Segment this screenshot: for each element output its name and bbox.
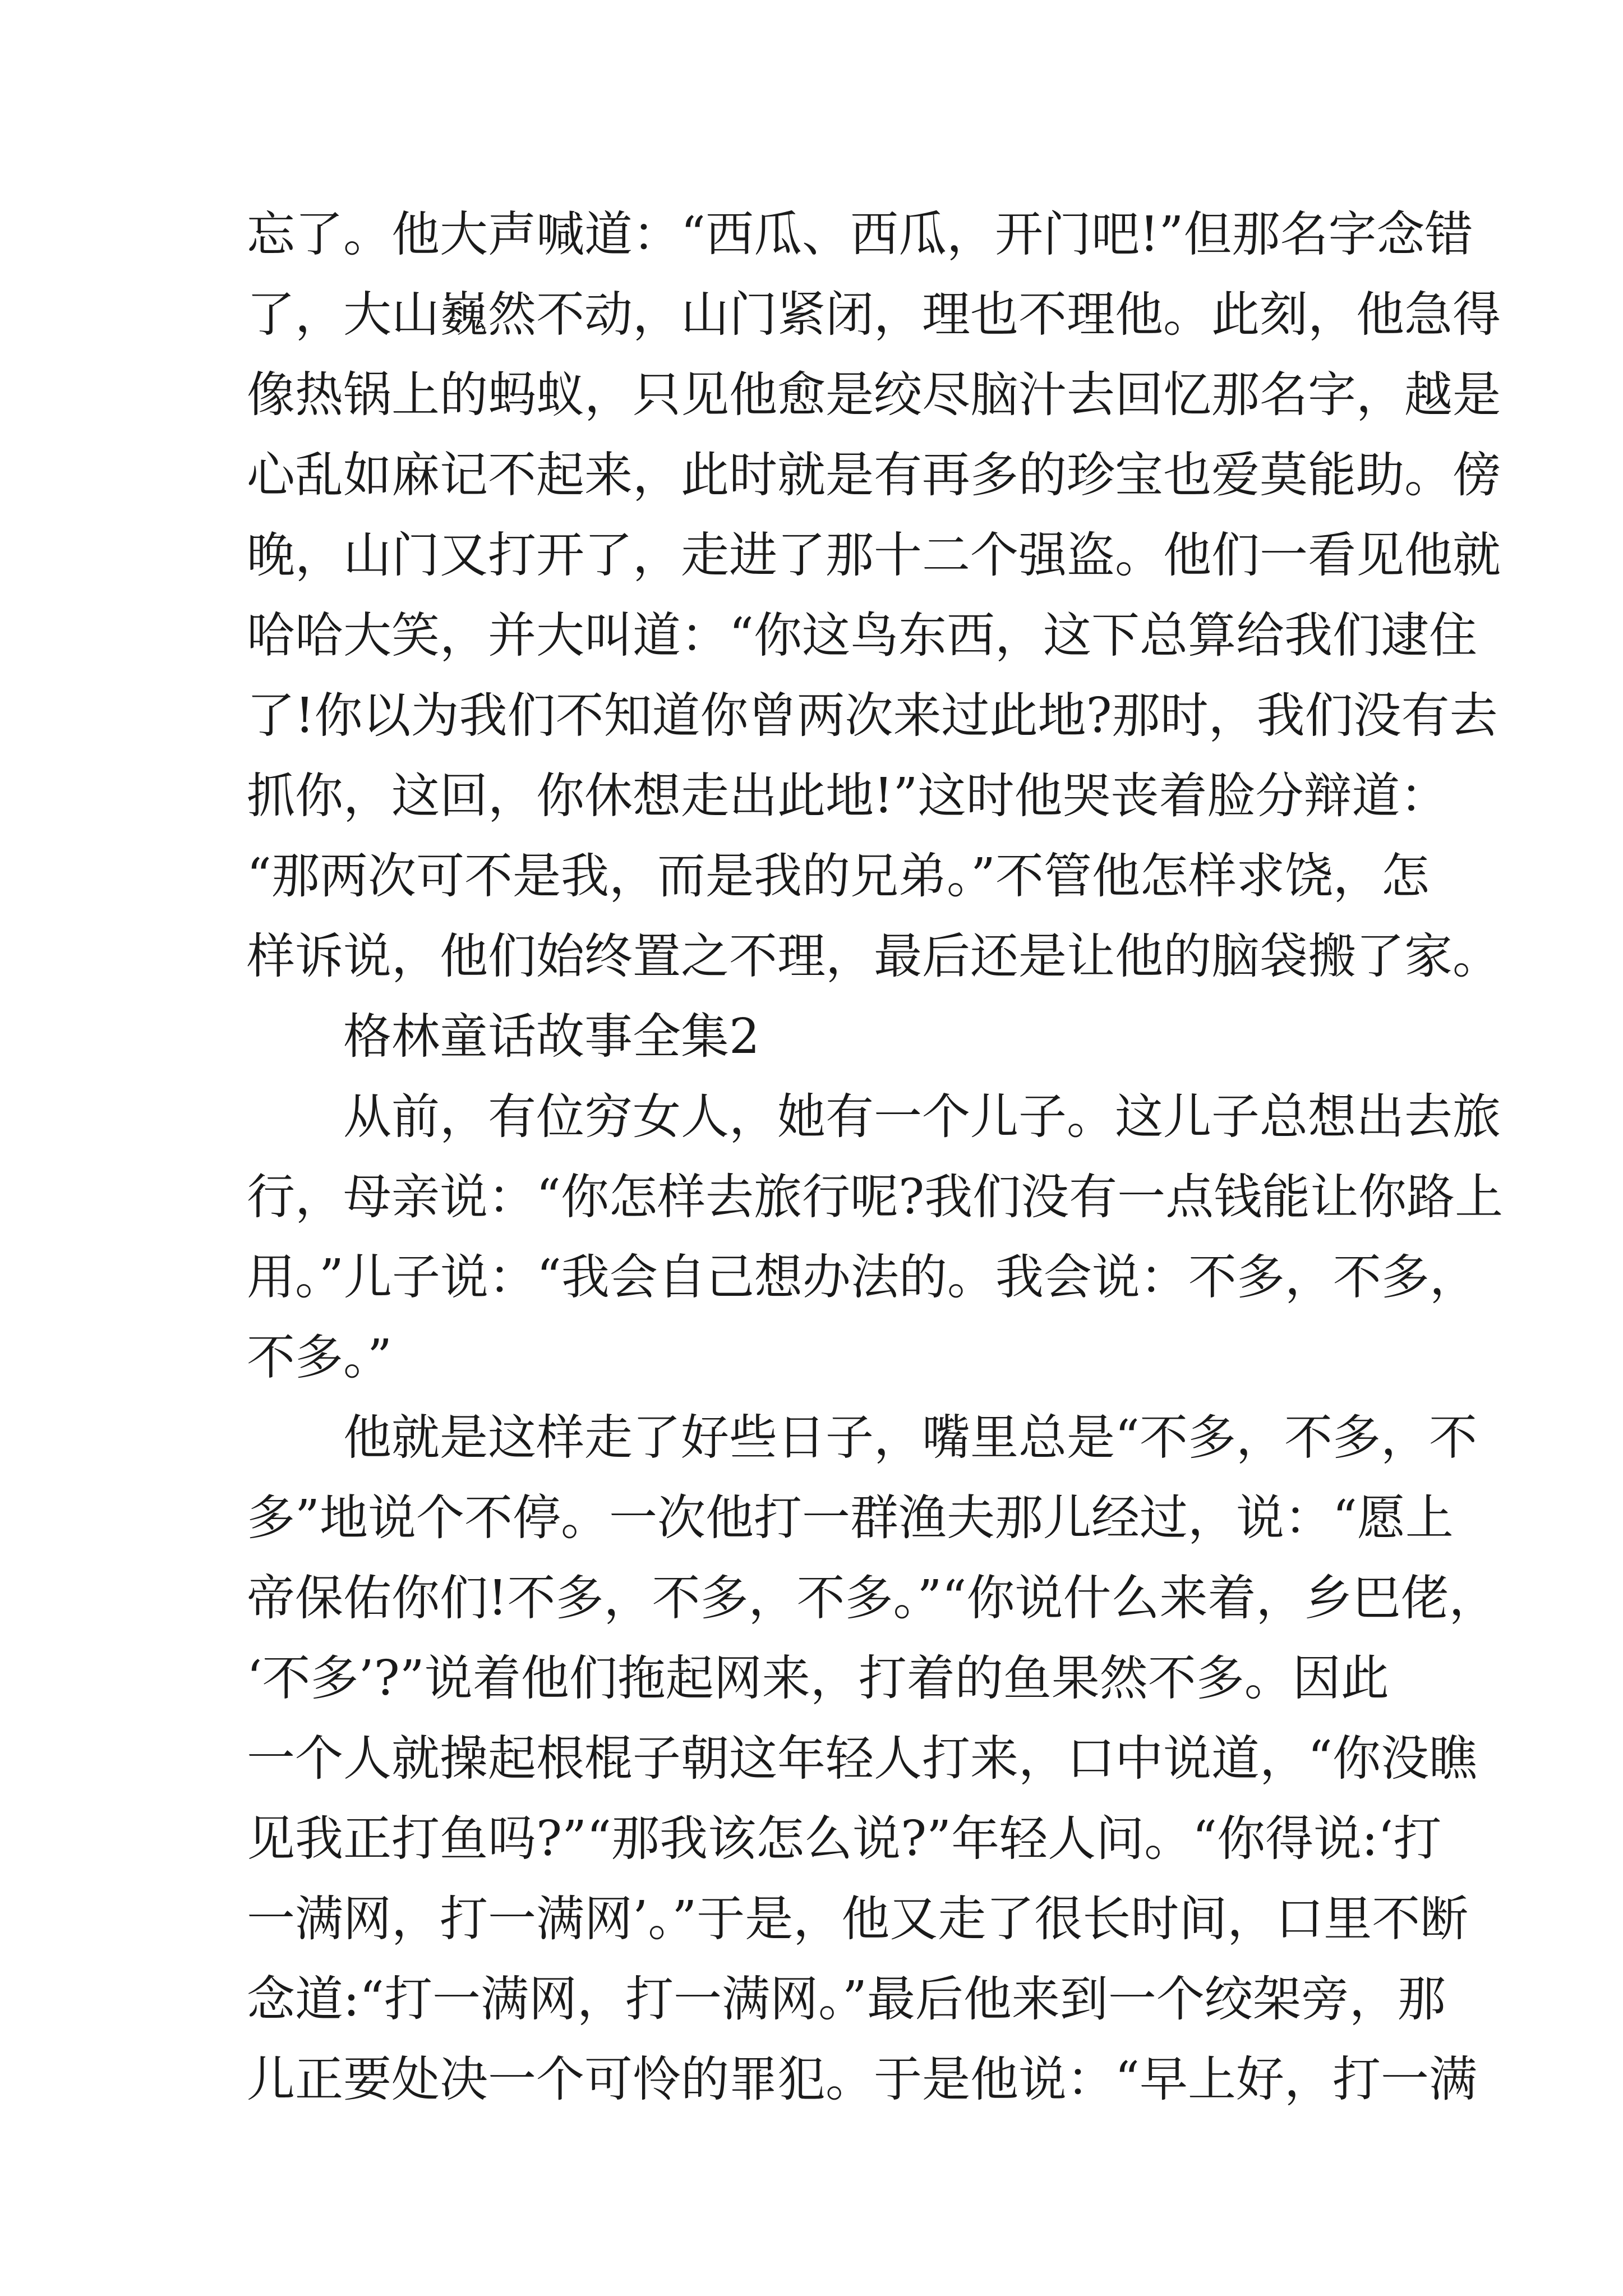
text-line: 儿正要处决一个可怜的罪犯。于是他说：“早上好，打一满 <box>247 2051 1477 2108</box>
text-line: 帝保佑你们!不多，不多，不多。”“你说什么来着，乡巴佬， <box>247 1570 1497 1626</box>
text-line: 念道:“打一满网，打一满网。”最后他来到一个绞架旁，那 <box>247 1971 1446 2027</box>
text-line: 像热锅上的蚂蚁，只见他愈是绞尽脑汁去回忆那名字，越是 <box>247 367 1501 423</box>
text-line: 行，母亲说：“你怎样去旅行呢?我们没有一点钱能让你路上 <box>247 1169 1504 1225</box>
text-line: 多”地说个不停。一次他打一群渔夫那儿经过，说：“愿上 <box>247 1490 1454 1546</box>
text-line: 哈哈大笑，并大叫道：“你这鸟东西，这下总算给我们逮住 <box>247 608 1477 664</box>
text-line: 样诉说，他们始终置之不理，最后还是让他的脑袋搬了家。 <box>247 928 1501 984</box>
text-line: 一个人就操起根棍子朝这年轻人打来，口中说道，“你没瞧 <box>247 1731 1477 1787</box>
text-line: 忘了。他大声喊道：“西瓜、西瓜，开门吧!”但那名字念错 <box>247 206 1473 263</box>
text-line: 见我正打鱼吗?”“那我该怎么说?”年轻人问。“你得说:‘打 <box>247 1811 1442 1867</box>
text-line: ‘不多’?”说着他们拖起网来，打着的鱼果然不多。因此 <box>247 1650 1389 1706</box>
text-line: 一满网，打一满网’。”于是，他又走了很长时间，口里不断 <box>247 1891 1469 1947</box>
text-line: 了，大山巍然不动，山门紧闭，理也不理他。此刻，他急得 <box>247 287 1501 343</box>
text-line: 不多。” <box>247 1329 392 1386</box>
text-line: 从前，有位穷女人，她有一个儿子。这儿子总想出去旅 <box>343 1089 1501 1145</box>
text-line: 抓你，这回，你休想走出此地!”这时他哭丧着脸分辩道： <box>247 768 1449 824</box>
text-line: 用。”儿子说：“我会自己想办法的。我会说：不多，不多， <box>247 1249 1478 1305</box>
text-line: 了!你以为我们不知道你曾两次来过此地?那时，我们没有去 <box>247 688 1498 744</box>
text-line: 晚，山门又打开了，走进了那十二个强盗。他们一看见他就 <box>247 527 1501 583</box>
text-line: 心乱如麻记不起来，此时就是有再多的珍宝也爱莫能助。傍 <box>247 447 1501 503</box>
text-line: 他就是这样走了好些日子，嘴里总是“不多，不多，不 <box>343 1410 1477 1466</box>
section-heading: 格林童话故事全集2 <box>343 1009 760 1065</box>
text-line: “那两次可不是我，而是我的兄弟。”不管他怎样求饶，怎 <box>247 848 1430 904</box>
